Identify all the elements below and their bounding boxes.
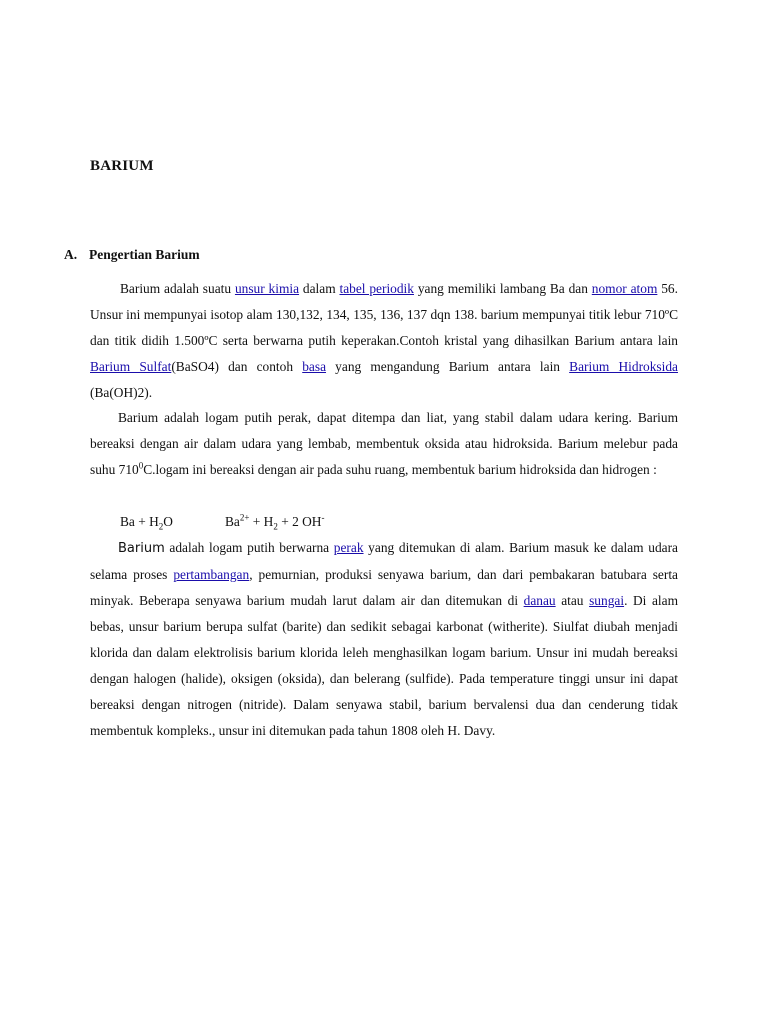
text-run: (BaSO4) dan contoh [171, 359, 303, 374]
link-tabel-periodik[interactable]: tabel periodik [339, 281, 414, 296]
section-heading [64, 247, 200, 263]
link-nomor-atom[interactable]: nomor atom [591, 281, 658, 296]
text-run: atau [555, 593, 590, 608]
superscript: 0 [138, 460, 144, 471]
link-unsur-kimia[interactable]: unsur kimia [234, 281, 300, 296]
section-heading-text: Pengertian Barium [89, 247, 200, 262]
equation-part: + 2 OH [277, 514, 322, 529]
link-perak[interactable]: perak [333, 540, 364, 555]
link-barium-sulfat[interactable]: Barium Sulfat [90, 359, 172, 374]
text-run: adalah logam putih berwarna [164, 540, 334, 555]
equation-part: + H [249, 514, 274, 529]
superscript: 2+ [239, 512, 250, 523]
superscript: - [321, 512, 325, 523]
link-pertambangan[interactable]: pertambangan [173, 567, 250, 582]
text-run: Barium adalah logam putih perak, dapat ditempa dan liat, yang stabil dalam udara kering. Barium bereaksi dengan air dalam udara yang lembab, membentuk oksida atau hidroksida. Barium melebur pada suhu 710 [90, 410, 678, 477]
text-run: yang memiliki lambang Ba dan [413, 281, 592, 296]
text-run: (Ba(OH)2). [90, 385, 153, 400]
text-run: yang mengandung Barium antara lain [326, 359, 570, 374]
link-basa[interactable]: basa [302, 359, 327, 374]
subscript: 2 [273, 521, 278, 532]
document-title: BARIUM [90, 158, 154, 174]
link-barium-hidroksida[interactable]: Barium Hidroksida [569, 359, 678, 374]
link-danau[interactable]: danau [523, 593, 556, 608]
text-run: Barium [118, 541, 165, 556]
equation-part: O [163, 514, 173, 529]
paragraph-1 [90, 276, 678, 406]
text-run: Barium adalah suatu [120, 281, 235, 296]
text-run: . Di alam bebas, unsur barium berupa sulfat (barite) dan sedikit sebagai karbonat (witherite). Siulfat diubah menjadi klorida dan dalam elektrolisis barium klorida leleh menghasilkan logam barium. Unsur ini mudah bereaksi dengan halogen (halide), oksigen (oksida), dan belerang (sulfide). Pada temperature tinggi unsur ini dapat bereaksi dengan nitrogen (nitride). Dalam senyawa stabil, barium bervalensi dua dan cenderung tidak membentuk kompleks., unsur ini ditemukan pada tahun 1808 oleh H. Davy. [90, 593, 678, 738]
equation-part: Ba [224, 514, 240, 529]
paragraph-2 [90, 405, 678, 483]
text-run: dalam [299, 281, 340, 296]
text-run: , pemurnian, produksi senyawa barium, dan dari pembakaran batubara serta minyak. Beberapa senyawa barium mudah larut dalam air dan ditemukan di [90, 567, 678, 608]
text-run: C.logam ini bereaksi dengan air pada suhu ruang, membentuk barium hidroksida dan hidrogen : [143, 462, 657, 477]
equation-part: Ba + H [120, 514, 159, 529]
chemical-equation [120, 509, 324, 535]
subscript: 2 [158, 521, 164, 532]
paragraph-3 [90, 535, 678, 744]
link-sungai[interactable]: sungai [589, 593, 625, 608]
section-number: A. [64, 247, 78, 262]
text-run: yang ditemukan di alam. Barium masuk ke dalam udara selama proses [90, 540, 678, 582]
text-run: 56. Unsur ini mempunyai isotop alam 130,132, 134, 135, 136, 137 dqn 138. barium mempunyai titik lebur 710ºC dan titik didih 1.500ºC serta berwarna putih keperakan.Contoh kristal yang dihasilkan Barium antara lain [90, 281, 678, 348]
